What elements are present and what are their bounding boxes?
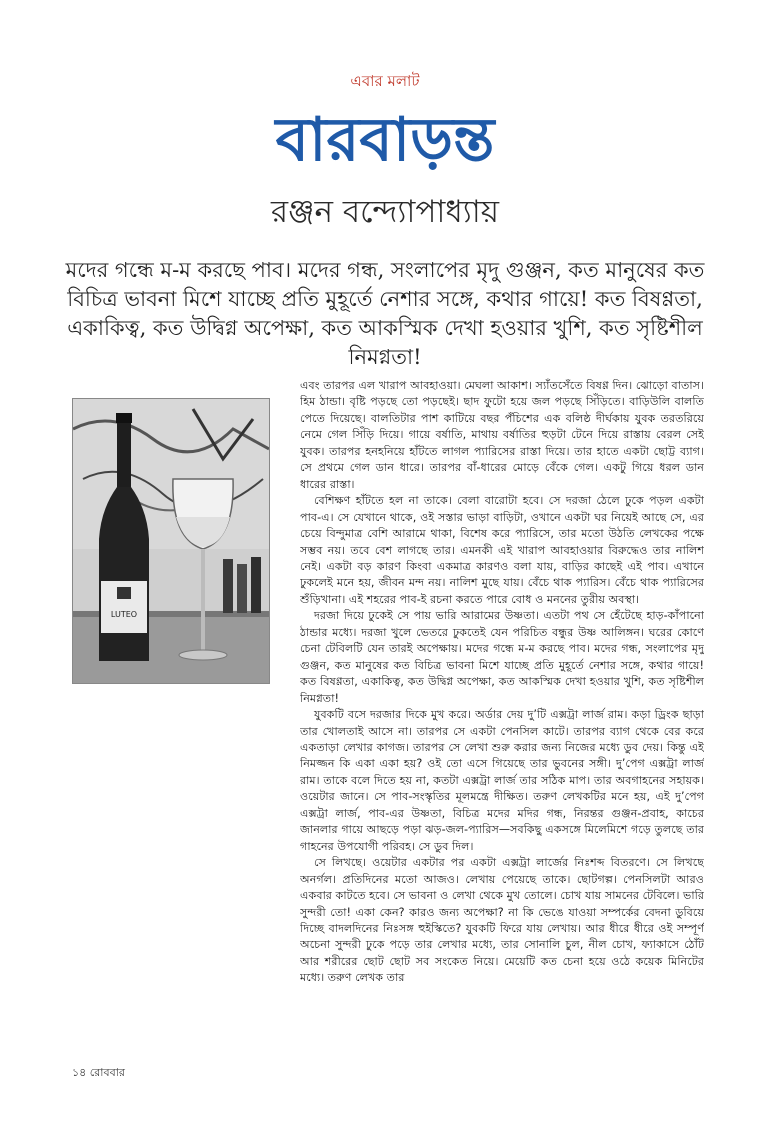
section-kicker: এবার মলাট xyxy=(350,72,420,90)
page-folio: ১৪ রোববার xyxy=(72,1066,125,1079)
wine-photo xyxy=(72,398,270,684)
body-paragraph: যুবকটি বসে দরজার দিকে মুখ করে। অর্ডার দেয় দু’টি এক্সট্রা লার্জ রাম। কড়া ড্রিংক ছাড়া তার খোলতাই আসে না। তারপর সে একটা পেনসিল কাটে। তারপর ব্যাগ থেকে বের করে একতাড়া লেখার কাগজ। তারপর সে লেখা শুরু করার জন্য নিজের মধ্যে ডুব দেয়। কিন্তু এই নিমজ্জন কি একা একা হয়? ওই তো এসে গিয়েছে তার ভুবনের সঙ্গী। দু’পেগ এক্সট্রা লার্জ রাম। তাকে বলে দিতে হয় না, কতটা এক্সট্রা লার্জ তার সঠিক মাপ। তার অবগাহনের সহায়ক। ওয়েটার জানে। সে পাব-সংস্কৃতির মূলমন্ত্রে দীক্ষিত। তরুণ লেখকটির মনে হয়, এই দু’পেগ এক্সট্রা লার্জ, পাব-এর উষ্ণতা, বিচিত্র মদের মদির গন্ধ, নিরন্তর গুঞ্জন-প্রবাহ, কাচের জানলার গায়ে আছড়ে পড়া ঝড়-জল-প্যারিস—সবকিছু একসঙ্গে মিলেমিশে গড়ে তুলছে তার গাহনের উপযোগী পরিবহ। সে ডুব দিল। xyxy=(300,708,704,853)
article-body xyxy=(300,378,704,1054)
bottle-label-text: LUTEO xyxy=(110,610,138,619)
body-paragraph: দরজা দিয়ে ঢুকেই সে পায় ভারি আরামের উষ্ণতা। এতটা পথ সে হেঁটেছে হাড়-কাঁপানো ঠান্ডার মধ্যে। দরজা খুলে ভেতরে ঢুকতেই যেন পরিচিত বন্ধুর উষ্ণ আলিঙ্গন। ঘরের কোণে চেনা টেবিলটি যেন তারই অপেক্ষায়। মদের গন্ধে ম-ম করছে পাব। মদের গন্ধ, সংলাপের মৃদু গুঞ্জন, কত মানুষের কত বিচিত্র ভাবনা মিশে যাচ্ছে প্রতি মুহূর্তে নেশার সঙ্গে, কথার গায়ে! কত বিষণ্ণতা, একাকিত্ব, কত উদ্বিগ্ন অপেক্ষা, কত আকস্মিক দেখা হওয়ার খুশি, কত সৃষ্টিশীল নিমগ্নতা! xyxy=(300,609,704,705)
body-paragraph: এবং তারপর এল খারাপ আবহাওয়া। মেঘলা আকাশ। স্যাঁতসেঁতে বিষণ্ণ দিন। ঝোড়ো বাতাস। হিম ঠান্ডা। বৃষ্টি পড়ছে তো পড়ছেই। ছাদ ফুটো হয়ে জল পড়ছে সিঁড়িতে। বাড়িউলি বালতি পেতে দিয়েছে। বালতিটার পাশ কাটিয়ে বছর পঁচিশের এক বলিষ্ঠ দীর্ঘকায় যুবক তরতরিয়ে নেমে গেল সিঁড়ি দিয়ে। গায়ে বর্ষাতি, মাথায় বর্ষাতির হুড়টা টেনে দিয়ে রাস্তায় বেরল সেই যুবক। তারপর হনহনিয়ে হাঁটতে লাগল প্যারিসের রাস্তা দিয়ে। তার হাতে একটা ছোট্ট ব্যাগ। সে প্রথমে গেল ডান ধারে। তারপর বাঁ-ধারের মোড়ে বেঁকে গেল। একটু গিয়ে ধরল ডান ধারের রাস্তা। xyxy=(300,379,704,491)
body-paragraph: সে লিখছে। ওয়েটার একটার পর একটা এক্সট্রা লার্জের নিঃশব্দ বিতরণে। সে লিখছে অনর্গল। প্রতিদিনের মতো আজও। লেখায় পেয়েছে তাকে। ছোটগল্প। পেনসিলটা আরও একবার কাটতে হবে। সে ভাবনা ও লেখা থেকে মুখ তোলে। চোখ যায় সামনের টেবিলে। ভারি সুন্দরী তো! একা কেন? কারও জন্য অপেক্ষা? না কি ভেঙে যাওয়া সম্পর্কের বেদনা ডুবিয়ে দিচ্ছে বাদলদিনের নিঃসঙ্গ হুইস্কিতে? যুবকটি ফিরে যায় লেখায়। আর ধীরে ধীরে ওই সম্পূর্ণ অচেনা সুন্দরী ঢুকে পড়ে তার লেখার মধ্যে, তার সোনালি চুল, নীল চোখ, ফ্যাকাসে ঠোঁট আর শরীরের ছোট ছোট সব সংকেত নিয়ে। মেয়েটি কত চেনা হয়ে ওঠে কয়েক মিনিটের মধ্যে। তরুণ লেখক তার xyxy=(300,856,704,985)
author-byline: রঞ্জন বন্দ্যোপাধ্যায় xyxy=(270,194,500,230)
intro-standfirst: মদের গন্ধে ম-ম করছে পাব। মদের গন্ধ, সংলাপের মৃদু গুঞ্জন, কত মানুষের কত বিচিত্র ভাবনা মিশে যাচ্ছে প্রতি মুহূর্তে নেশার সঙ্গে, কথার গায়ে! কত বিষণ্ণতা, একাকিত্ব, কত উদ্বিগ্ন অপেক্ষা, কত আকস্মিক দেখা হওয়ার খুশি, কত সৃষ্টিশীল নিমগ্নতা! xyxy=(65,258,705,369)
body-paragraph: বেশিক্ষণ হাঁটতে হল না তাকে। বেলা বারোটা হবে। সে দরজা ঠেলে ঢুকে পড়ল একটা পাব-এ। সে যেখানে থাকে, ওই সস্তার ভাড়া বাড়িটা, ওখানে একটা ঘর নিয়েই আছে সে, এর চেয়ে বিন্দুমাত্র বেশি আরামে থাকা, বিশেষ করে প্যারিসে, তার মতো উঠতি লেখকের পক্ষে সম্ভব নয়। তবে বেশ লাগছে তার। এমনকী এই খারাপ আবহাওয়ার বিরুদ্ধেও তার নালিশ নেই। একটা বড় কারণ কিংবা একমাত্র কারণও বলা যায়, বাড়ির কাছেই এই পাব। এখানে ঢুকলেই মনে হয়, জীবন মন্দ নয়। নালিশ মুছে যায়। বেঁচে থাক প্যারিস। বেঁচে থাক প্যারিসের শুঁড়িখানা। এই শহরের পাব-ই রচনা করতে পারে বোধ ও মননের তুরীয় অবস্থা। xyxy=(300,494,704,606)
article-title: বারবাড়ন্ত xyxy=(275,105,495,175)
